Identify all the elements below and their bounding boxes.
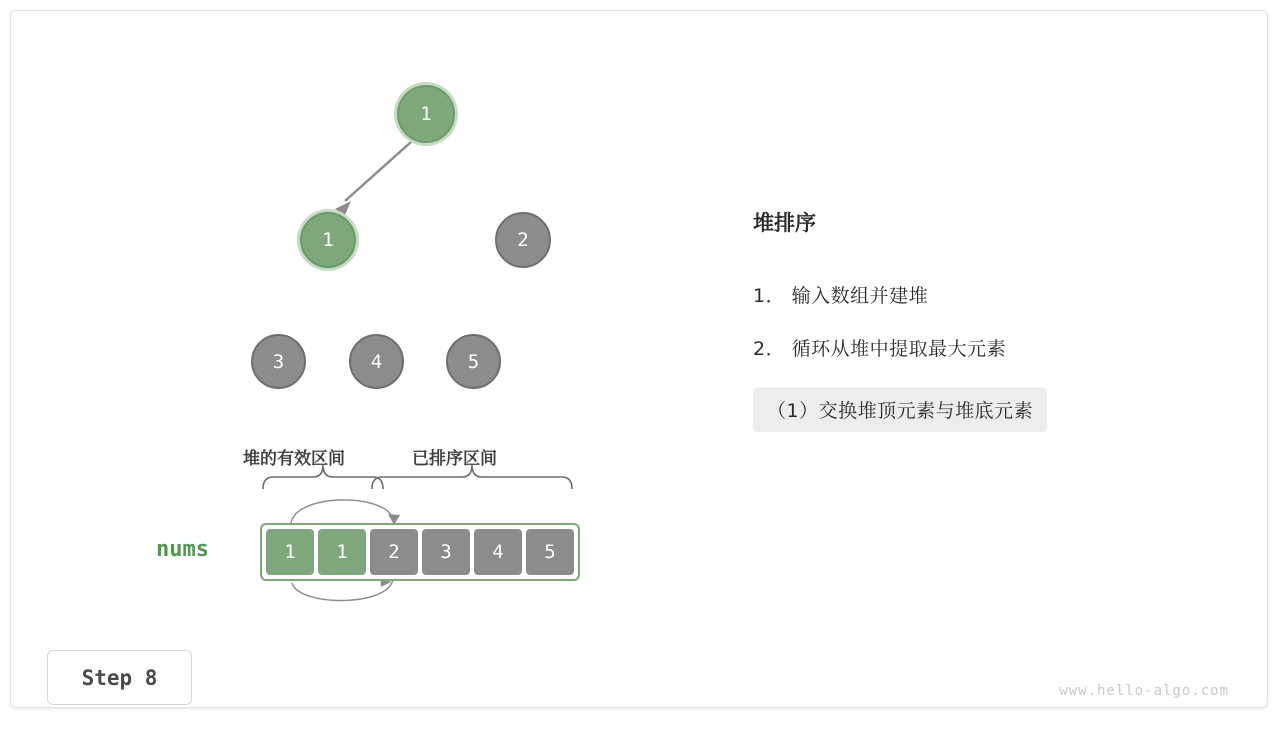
tree-node-value: 1 [322, 229, 334, 251]
range-label-heap: 堆的有效区间 [243, 449, 345, 469]
array-cell-value: 5 [544, 541, 556, 563]
tree-node-value: 1 [420, 103, 432, 125]
array-cell [266, 529, 314, 575]
tree-node-value: 3 [272, 350, 285, 373]
array-cell [526, 529, 574, 575]
array-cell-value: 1 [336, 541, 348, 563]
array-cell-value: 4 [492, 541, 504, 563]
array-cell-value: 2 [388, 541, 400, 563]
range-label-sorted: 已排序区间 [412, 449, 497, 469]
tree-node-value: 2 [517, 229, 529, 251]
diagram-frame [10, 10, 1268, 708]
explanation-panel [753, 207, 1233, 432]
array-cell [474, 529, 522, 575]
step-item: 2． 循环从堆中提取最大元素 [753, 338, 1007, 360]
tree-node [397, 85, 455, 143]
array-cell [422, 529, 470, 575]
tree-node [495, 212, 551, 268]
tree-node [349, 334, 404, 389]
array-cell [370, 529, 418, 575]
step-item: 1． 输入数组并建堆 [753, 285, 929, 307]
array-label: nums [156, 537, 209, 562]
sub-step-highlight: （1）交换堆顶元素与堆底元素 [753, 387, 1047, 432]
watermark: www.hello-algo.com [1059, 683, 1229, 699]
array-cell-value: 1 [284, 541, 296, 563]
array-cell [318, 529, 366, 575]
array-cell-value: 3 [440, 541, 452, 563]
tree-node-value: 5 [467, 350, 480, 373]
step-badge: Step 8 [47, 650, 192, 705]
array-container [260, 523, 580, 581]
tree-node [446, 334, 501, 389]
tree-node [251, 334, 306, 389]
page-title: 堆排序 [753, 211, 816, 235]
tree-node [300, 212, 356, 268]
tree-node-value: 4 [370, 350, 383, 373]
